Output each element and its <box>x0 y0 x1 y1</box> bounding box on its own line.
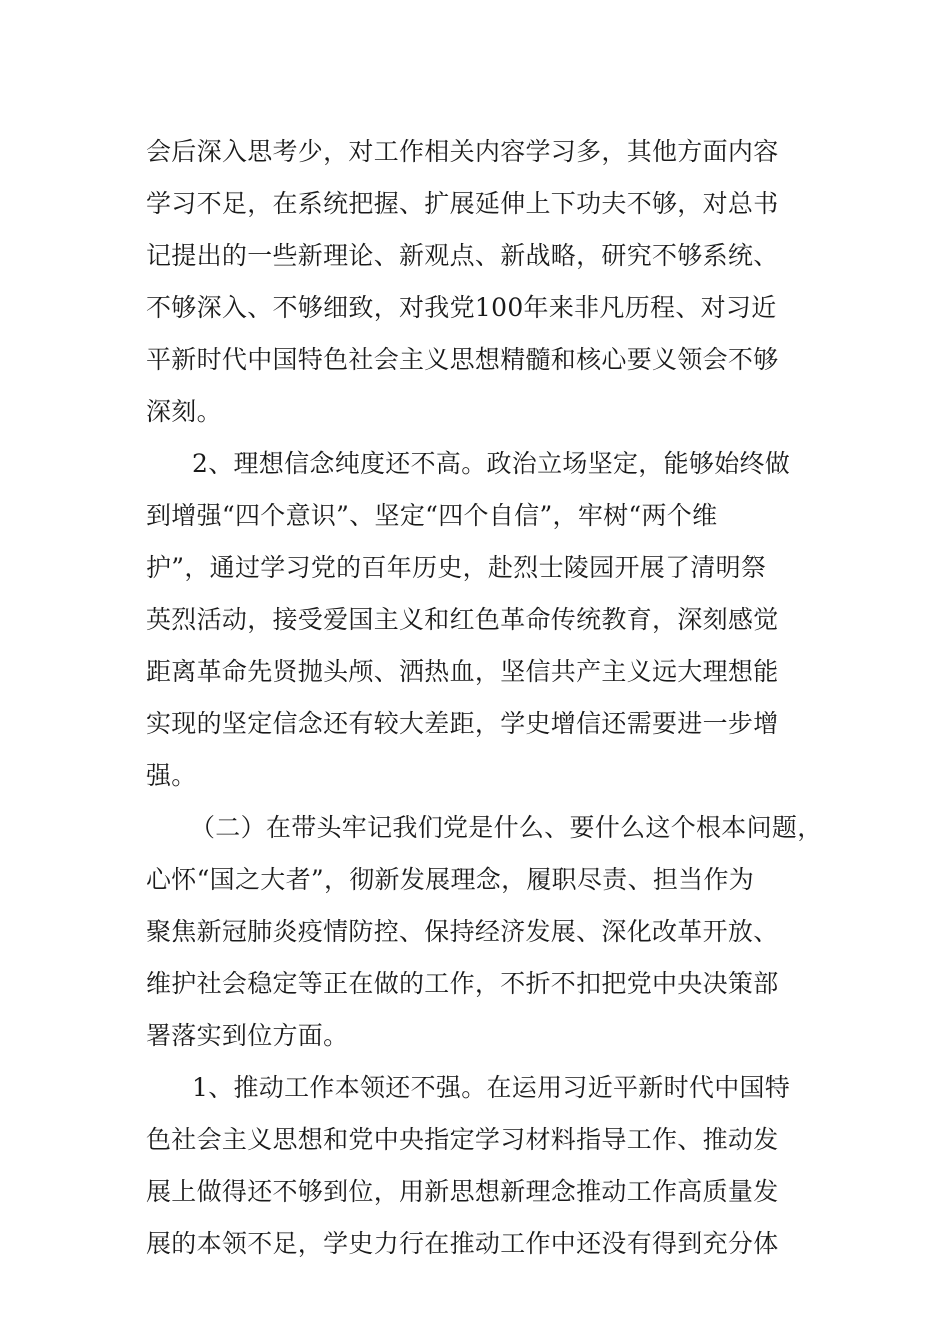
text-line: 护”，通过学习党的百年历史，赴烈士陵园开展了清明祭 <box>146 553 767 582</box>
text-line: 平新时代中国特色社会主义思想精髓和核心要义领会不够 <box>146 345 779 374</box>
text-line: 英烈活动，接受爱国主义和红色革命传统教育，深刻感觉 <box>146 605 779 634</box>
text-line: 会后深入思考少，对工作相关内容学习多，其他方面内容 <box>146 137 779 166</box>
paragraph-heading-2: 2、理想信念纯度还不高。政治立场坚定，能够始终做 <box>192 449 791 478</box>
section-heading-2: （二）在带头牢记我们党是什么、要什么这个根本问题， <box>190 813 823 842</box>
text-line: 不够深入、不够细致，对我党100年来非凡历程、对习近 <box>146 293 777 322</box>
text-line: 心怀“国之大者”，彻新发展理念，履职尽责、担当作为 <box>146 865 755 894</box>
text-line: 距离革命先贤抛头颅、洒热血，坚信共产主义远大理想能 <box>146 657 779 686</box>
document-body <box>146 126 823 1270</box>
text-line: 维护社会稳定等正在做的工作，不折不扣把党中央决策部 <box>146 969 779 998</box>
text-line: 深刻。 <box>146 397 222 426</box>
text-line: 展上做得还不够到位，用新思想新理念推动工作高质量发 <box>146 1177 779 1206</box>
paragraph-heading-1: 1、推动工作本领还不强。在运用习近平新时代中国特 <box>192 1073 791 1102</box>
text-line: 聚焦新冠肺炎疫情防控、保持经济发展、深化改革开放、 <box>146 917 779 946</box>
text-line: 到增强“四个意识”、坚定“四个自信”，牢树“两个维 <box>146 501 718 530</box>
text-line: 学习不足，在系统把握、扩展延伸上下功夫不够，对总书 <box>146 189 779 218</box>
text-line: 记提出的一些新理论、新观点、新战略，研究不够系统、 <box>146 241 779 270</box>
text-line: 展的本领不足，学史力行在推动工作中还没有得到充分体 <box>146 1229 779 1258</box>
text-line: 强。 <box>146 761 197 790</box>
text-line: 署落实到位方面。 <box>146 1021 349 1050</box>
text-line: 实现的坚定信念还有较大差距，学史增信还需要进一步增 <box>146 709 779 738</box>
text-line: 色社会主义思想和党中央指定学习材料指导工作、推动发 <box>146 1125 779 1154</box>
